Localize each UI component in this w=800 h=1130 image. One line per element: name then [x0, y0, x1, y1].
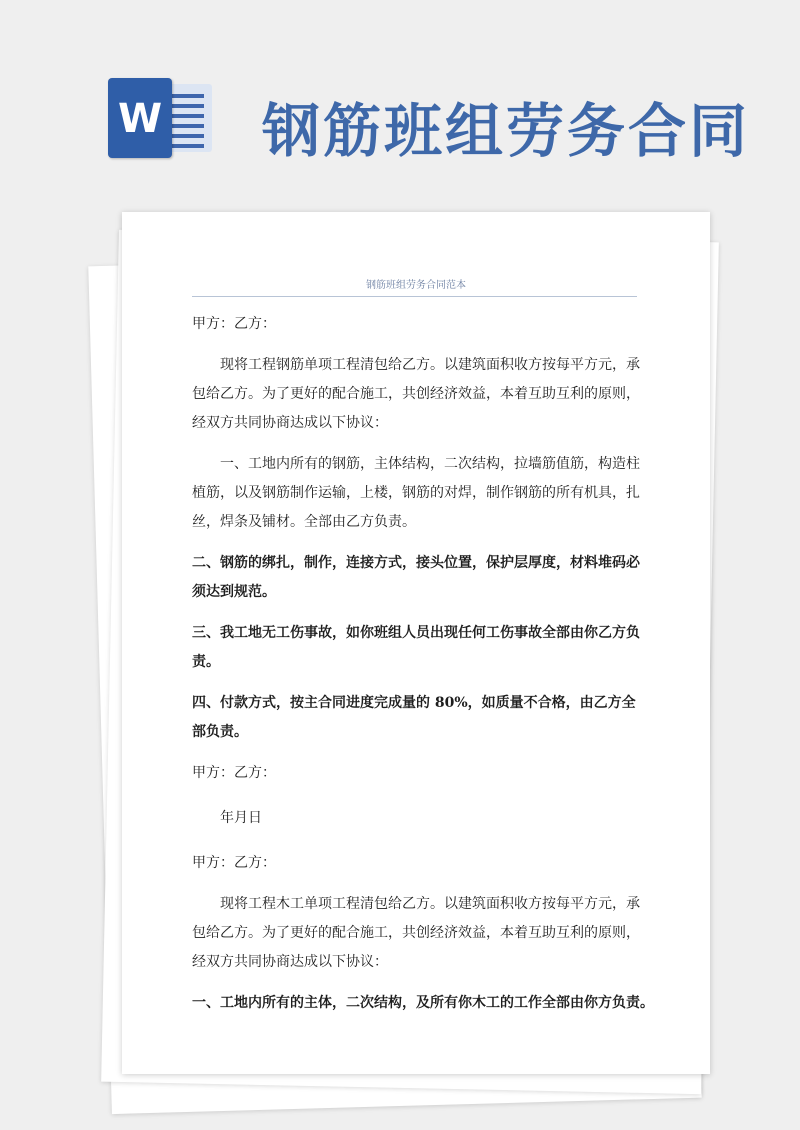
document-page — [122, 212, 710, 1074]
date-line: 年月日 — [220, 810, 262, 826]
intro-paragraph: 现将工程钢筋单项工程清包给乙方。以建筑面积收方按每平方元，承包给乙方。为了更好的配合施工，共创经济效益，本着互助互利的原则，经双方共同协商达成以下协议： — [192, 357, 640, 431]
document-body — [192, 310, 654, 1018]
party-line: 甲方：乙方： — [192, 316, 276, 332]
word-badge — [108, 78, 172, 158]
clause-paragraph: 四、付款方式，按主合同进度完成量的 80%，如质量不合格，由乙方全部负责。 — [192, 695, 636, 740]
intro-paragraph: 现将工程木工单项工程清包给乙方。以建筑面积收方按每平方元，承包给乙方。为了更好的配合施工，共创经济效益，本着互助互利的原则，经双方共同协商达成以下协议： — [192, 896, 640, 970]
clause-paragraph: 三、我工地无工伤事故，如你班组人员出现任何工伤事故全部由你乙方负责。 — [192, 625, 640, 670]
header-divider — [192, 296, 637, 297]
clause-paragraph: 一、工地内所有的钢筋，主体结构，二次结构，拉墙筋值筋，构造柱植筋，以及钢筋制作运输，上楼，钢筋的对焊，制作钢筋的所有机具，扎丝，焊条及铺材。全部由乙方负责。 — [192, 456, 640, 530]
word-logo-letter: W — [117, 96, 163, 142]
page-header: 钢筋班组劳务合同范本 — [366, 280, 466, 291]
clause-paragraph: 一、工地内所有的主体，二次结构，及所有你木工的工作全部由你方负责。 — [192, 995, 654, 1011]
clause-paragraph: 二、钢筋的绑扎，制作，连接方式，接头位置，保护层厚度，材料堆码必须达到规范。 — [192, 555, 640, 600]
word-doc-icon — [108, 78, 218, 160]
party-line: 甲方：乙方： — [192, 855, 276, 871]
signature-line: 甲方：乙方： — [192, 765, 276, 781]
banner-title: 钢筋班组劳务合同 — [262, 97, 751, 165]
